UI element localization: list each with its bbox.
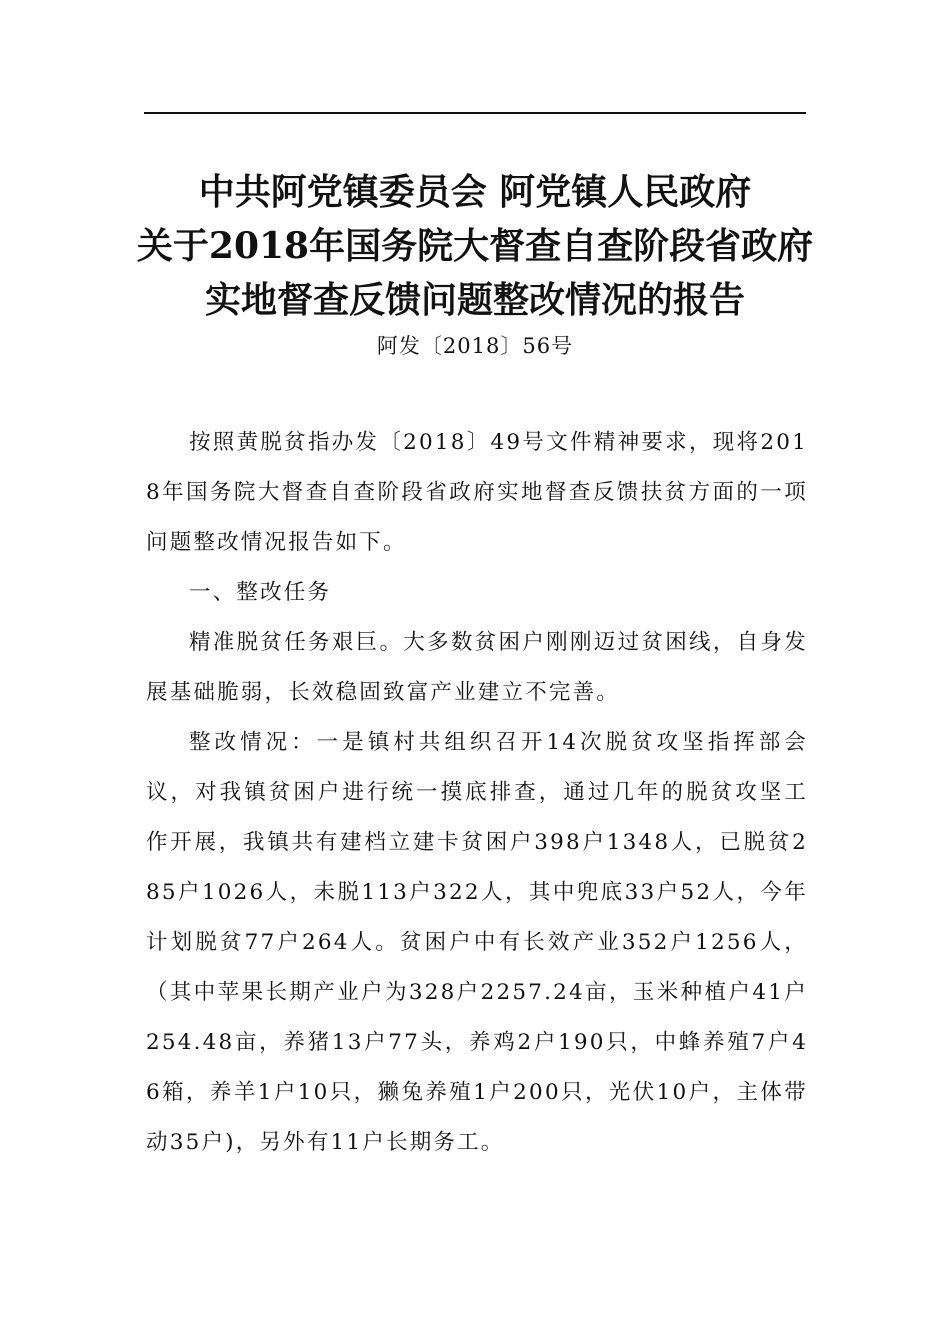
paragraph-task: 精准脱贫任务艰巨。大多数贫困户刚刚迈过贫困线，自身发展基础脆弱，长效稳固致富产业建立不完善。 (146, 630, 808, 705)
title-line-2: 关于2018年国务院大督查自查阶段省政府 (136, 225, 814, 267)
section-heading: 一、整改任务 (189, 580, 332, 605)
document-body (146, 418, 808, 1168)
paragraph-status: 整改情况：一是镇村共组织召开14次脱贫攻坚指挥部会议，对我镇贫困户进行统一摸底排查，通过几年的脱贫攻坚工作开展，我镇共有建档立建卡贫困户398户1348人，已脱贫285户1026人，未脱113户322人，其中兜底33户52人，今年计划脱贫77户264人。贫困户中有长效产业352户1256人，（其中苹果长期产业户为328户2257.24亩，玉米种植户41户254.48亩，养猪13户77头，养鸡2户190只，中蜂养殖7户46箱，养羊1户10只，獭兔养殖1户200只，光伏10户，主体带动35户)，另外有11户长期务工。 (146, 730, 808, 1155)
document-title (100, 165, 850, 327)
title-line-3: 实地督查反馈问题整改情况的报告 (204, 279, 745, 321)
document-number: 阿发〔2018〕56号 (376, 334, 574, 358)
title-line-1: 中共阿党镇委员会 阿党镇人民政府 (198, 171, 752, 213)
paragraph-intro: 按照黄脱贫指办发〔2018〕49号文件精神要求，现将2018年国务院大督查自查阶段省政府实地督查反馈扶贫方面的一项问题整改情况报告如下。 (146, 430, 808, 555)
header-rule (144, 112, 806, 114)
